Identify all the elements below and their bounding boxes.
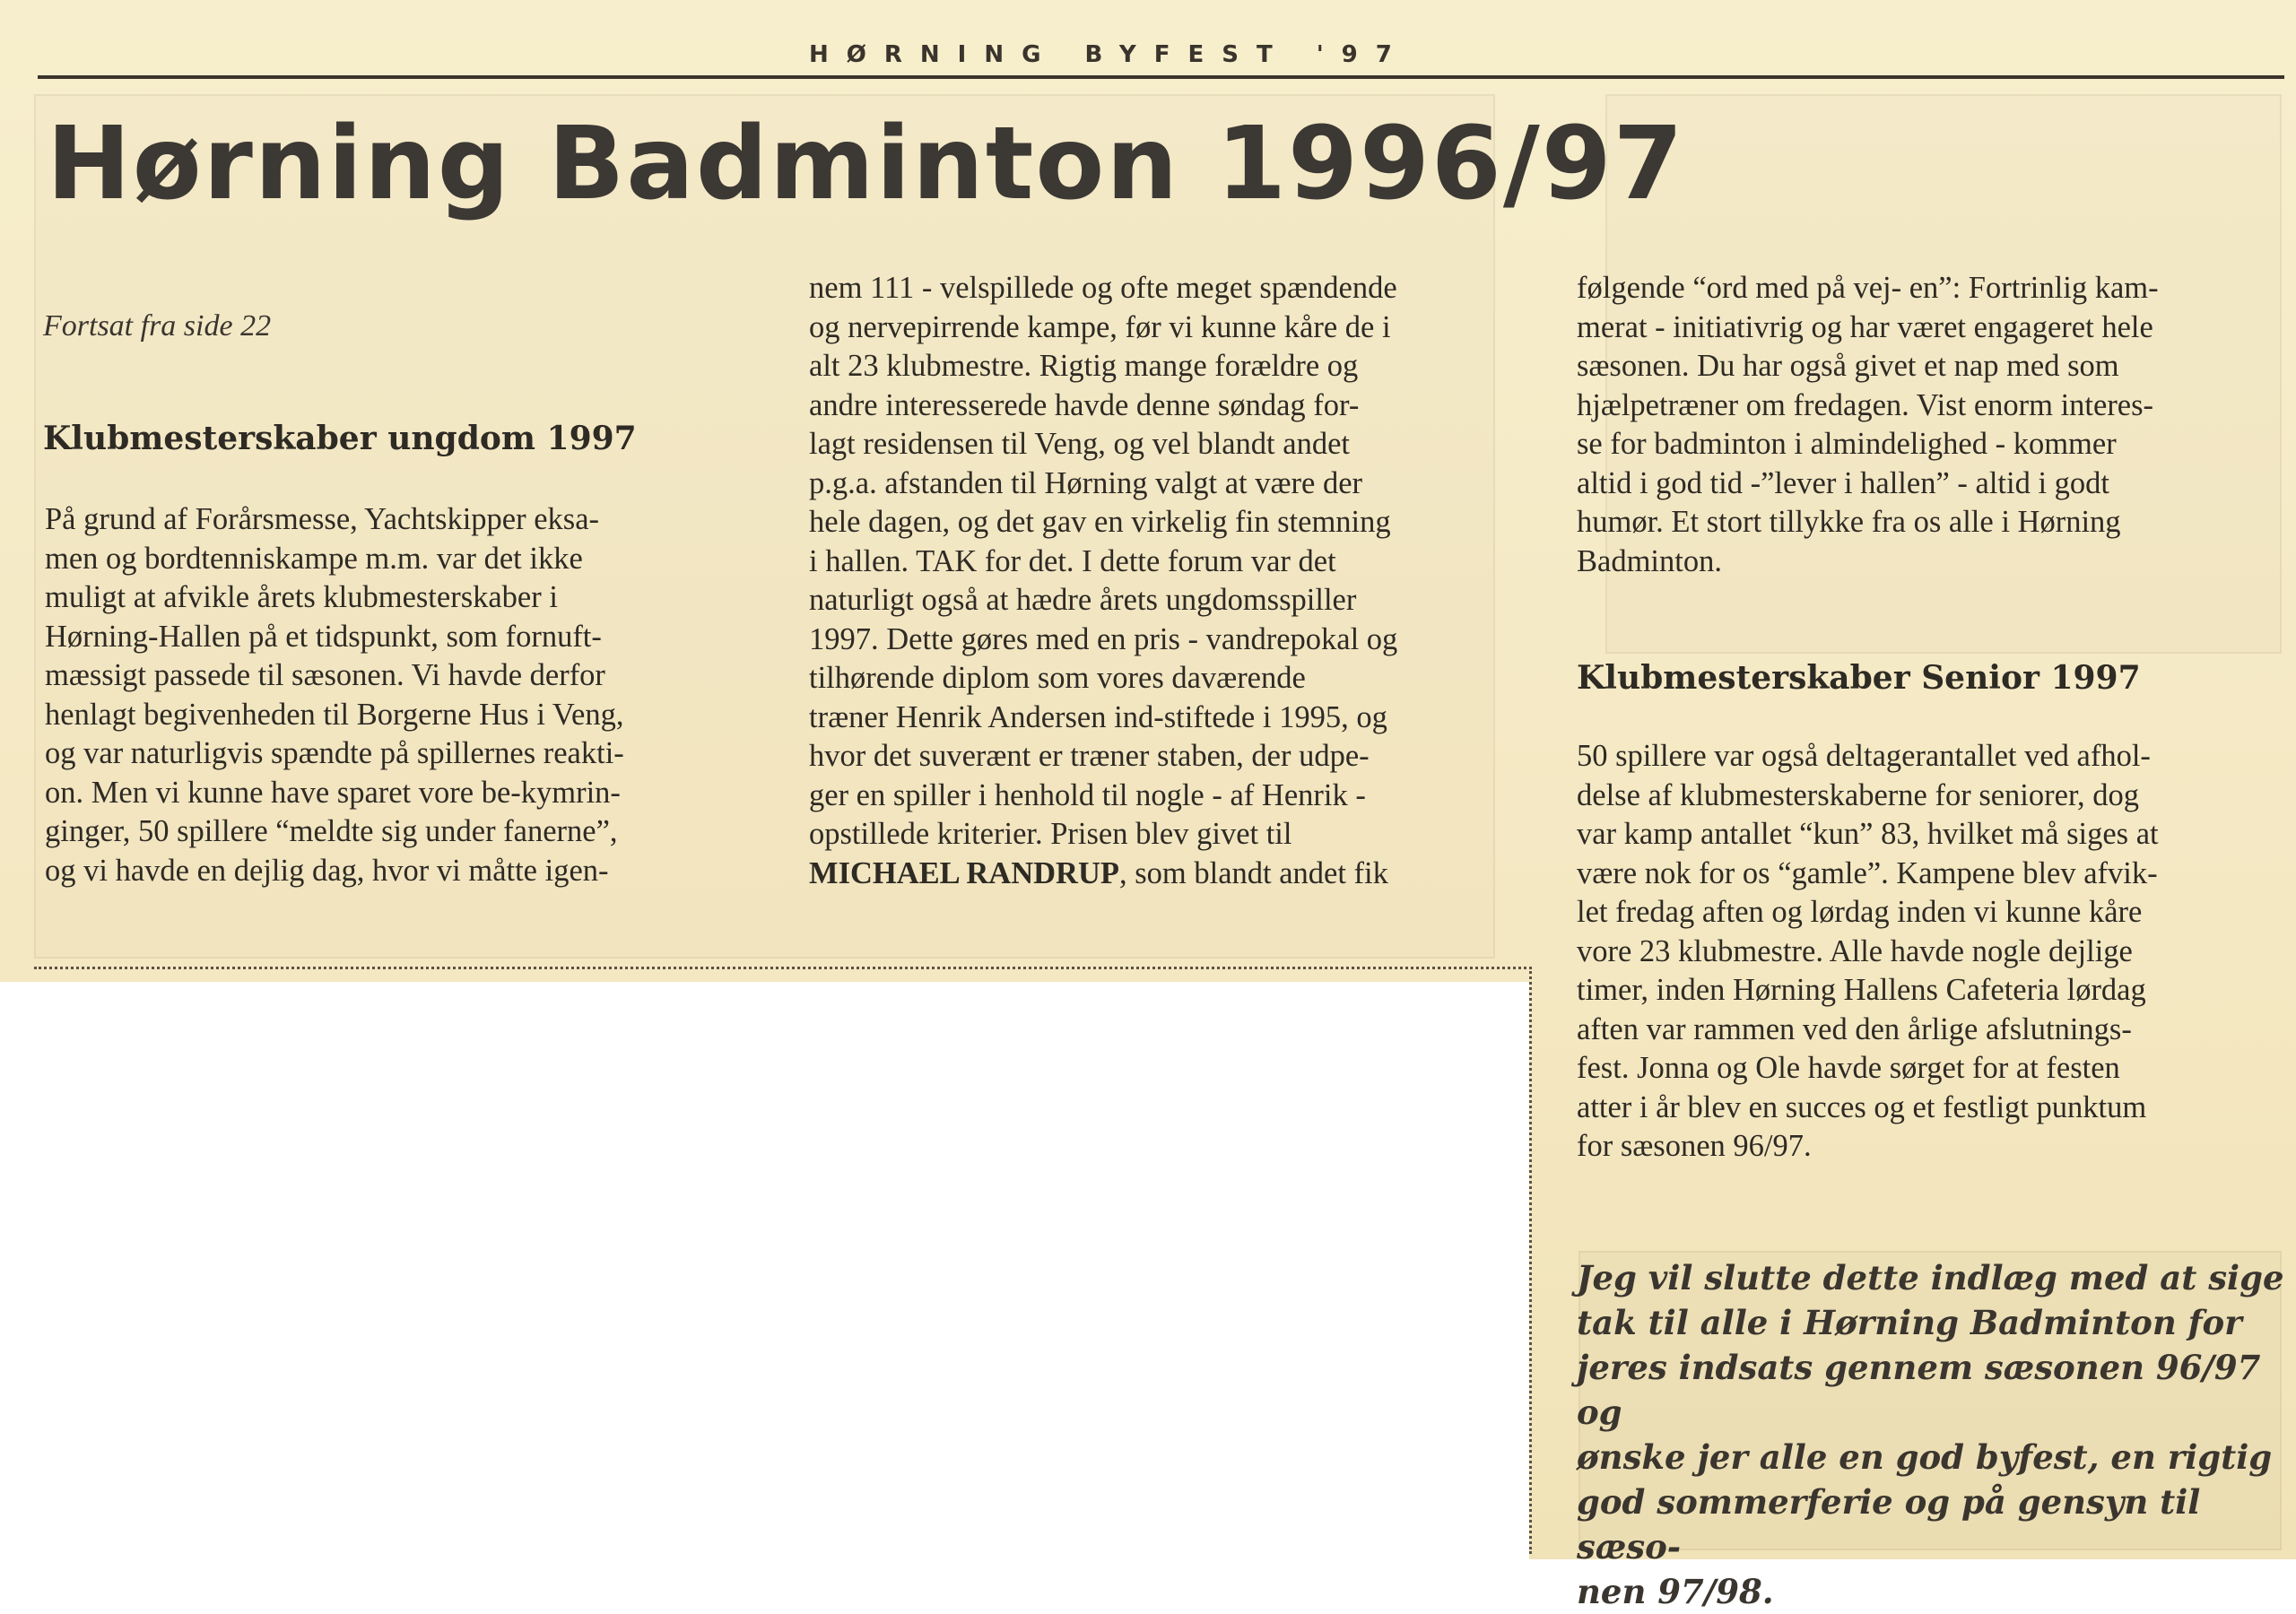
winner-line <box>809 855 1535 894</box>
paragraph-column-3: følgende “ord med på vej- en”: Fortrinlig kam- merat - initiativrig og har været engageret hele sæsonen. Du har også givet et nap med som hjælpetræner om fredagen. Vist enorm interes- se for badminton i almindelighed - kommer altid i god tid -”lever i hallen” - altid i godt humør. Et stort tillykke fra os alle i Hørning Badminton. <box>1577 271 2159 578</box>
continued-note: Fortsat fra side 22 <box>43 309 272 343</box>
cut-line-horizontal <box>34 967 1532 969</box>
winner-tail: , som blandt andet fik <box>1118 855 1388 890</box>
section-heading-youth: Klubmesterskaber ungdom 1997 <box>43 420 637 457</box>
senior-body <box>1577 737 2285 1167</box>
cut-line-vertical <box>1529 967 1532 1554</box>
paragraph-youth: På grund af Forårsmesse, Yachtskipper eksa- men og bordtenniskampe m.m. var det ikke muligt at afvikle årets klubmesterskaber i Hørning-Hallen på et tidspunkt, som fornuft- mæssigt passede til sæsonen. Vi havde derfor henlagt begivenheden til Borgerne Hus i Veng, og var naturligvis spændte på spillernes reakti- on. Men vi kunne have sparet vore be-kymrin- ginger, 50 spillere “meldte sig under fanerne”, og vi havde en dejlig dag, hvor vi måtte igen- <box>45 502 624 888</box>
page-title: Hørning Badminton 1996/97 <box>47 106 1685 222</box>
paragraph-senior: 50 spillere var også deltagerantallet ved afhol- delse af klubmesterskaberne for seniorer, dog var kamp antallet “kun” 83, hvilket må siges at være nok for os “gamle”. Kampene blev afvik- let fredag aften og lørdag inden vi kunne kåre vore 23 klubmestre. Alle havde nogle dejlige timer, inden Hørning Hallens Cafeteria lørdag aften var rammen ved den årlige afslutnings- fest. Jonna og Ole havde sørget for at festen atter i år blev en succes og et festligt punktum for sæsonen 96/97. <box>1577 739 2159 1163</box>
column-2-body <box>809 269 1535 893</box>
column-3-body <box>1577 269 2285 581</box>
section-heading-senior: Klubmesterskaber Senior 1997 <box>1577 659 2141 697</box>
column-1-body <box>45 500 753 890</box>
closing-paragraph: Jeg vil slutte dette indlæg med at sige tak til alle i Hørning Badminton for jeres indsats gennem sæsonen 96/97 og ønske jer alle en god byfest, en rigtig god sommerferie og på gensyn til sæso- nen 97/98. <box>1577 1258 2284 1611</box>
masthead-title: HØRNING BYFEST '97 <box>809 41 1410 68</box>
paragraph-column-2: nem 111 - velspillede og ofte meget spændende og nervepirrende kampe, før vi kunne kåre de i alt 23 klubmestre. Rigtig mange forældre og andre interesserede havde denne søndag for- lagt residensen til Veng, og vel blandt andet p.g.a. afstanden til Hørning valgt at være der hele dagen, og det gav en virkelig fin stemning i hallen. TAK for det. I dette forum var det naturligt også at hædre årets ungdomsspiller 1997. Dette gøres med en pris - vandrepokal og tilhørende diplom som vores daværende træner Henrik Andersen ind-stiftede i 1995, og hvor det suverænt er træner staben, der udpe- ger en spiller i henhold til nogle - af Henrik - opstillede kriterier. Prisen blev givet til <box>809 271 1398 851</box>
winner-name: MICHAEL RANDRUP <box>809 855 1119 890</box>
masthead <box>38 39 2284 79</box>
